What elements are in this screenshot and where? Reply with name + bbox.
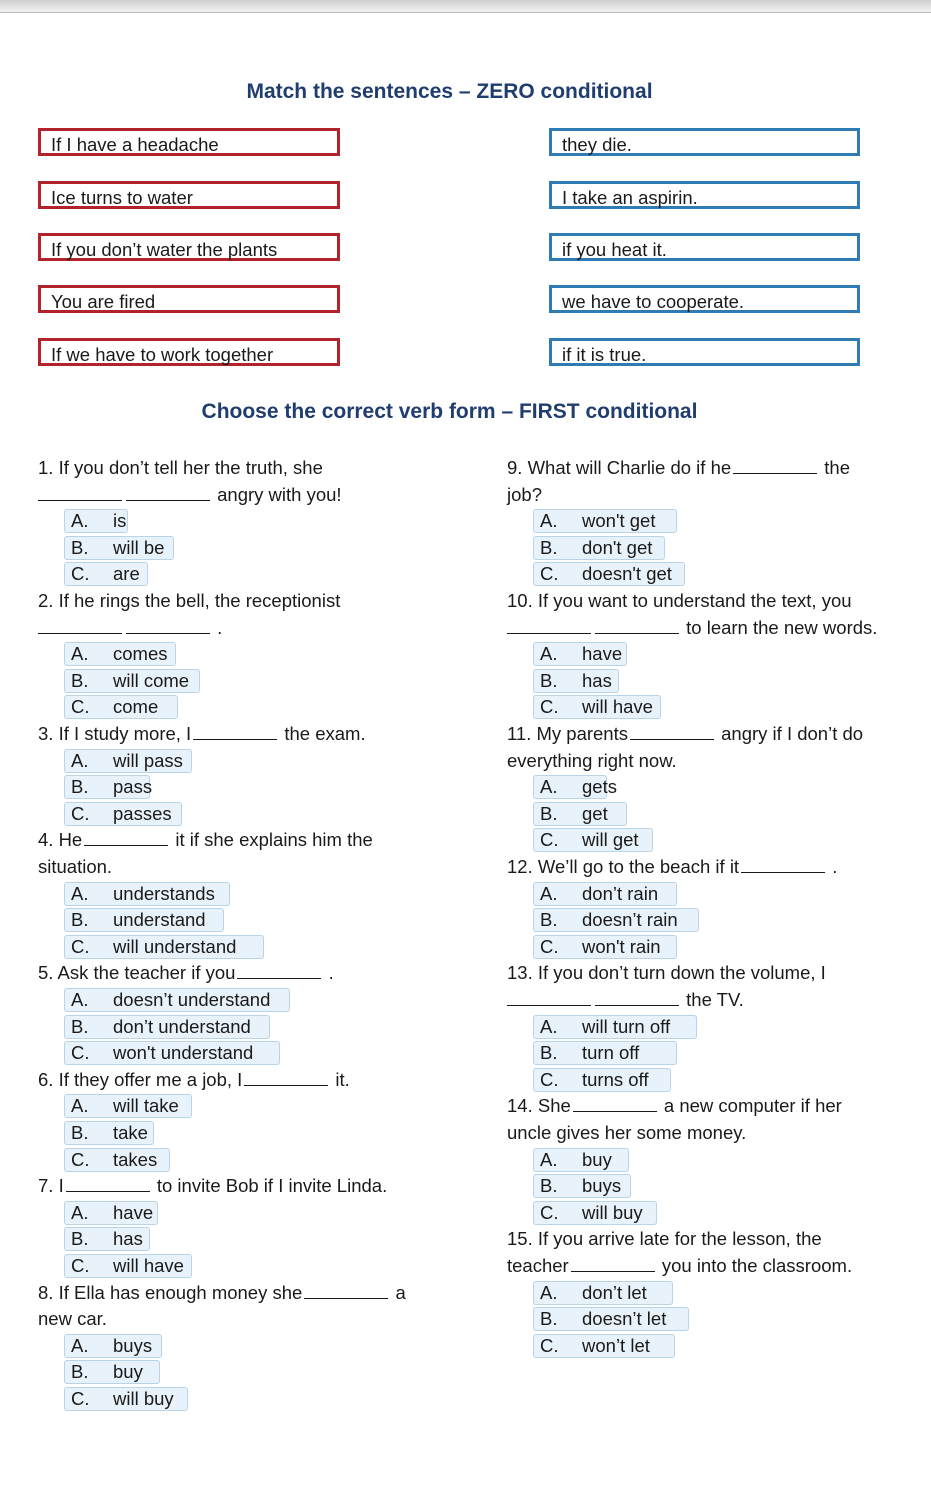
option-letter: C. [71,1042,90,1063]
match-right-item[interactable]: they die. [549,128,860,156]
answer-blank[interactable] [741,855,825,873]
answer-blank[interactable] [507,616,591,634]
question-9-option-c[interactable] [533,562,685,586]
option-text: will have [113,1255,184,1276]
option-text: get [582,803,608,824]
option-letter: C. [71,1255,90,1276]
option-letter: A. [71,750,89,771]
question-12-option-c[interactable] [533,935,677,959]
question-11-text [507,748,677,774]
answer-blank[interactable] [38,616,122,634]
question-text-part: uncle gives her some money. [507,1122,747,1143]
question-13-option-b[interactable] [533,1041,677,1065]
window-top-bar [0,0,931,13]
option-text: will be [113,537,165,558]
question-14-option-b[interactable] [533,1174,631,1198]
question-10-text [507,615,877,641]
question-1-text [38,455,323,481]
question-15-option-c[interactable] [533,1334,675,1358]
option-text: turn off [582,1042,640,1063]
question-12-text [507,854,837,880]
option-letter: A. [71,989,89,1010]
option-letter: A. [540,1149,558,1170]
answer-blank[interactable] [237,961,321,979]
question-text-part: you into the classroom. [656,1255,853,1276]
answer-blank[interactable] [126,483,210,501]
question-9-text [507,482,542,508]
option-letter: C. [71,1388,90,1409]
question-text-part: 8. If Ella has enough money she [38,1282,303,1303]
question-9-option-b[interactable] [533,536,665,560]
question-text-part: 13. If you don’t turn down the volume, I [507,962,826,983]
option-letter: B. [540,1042,558,1063]
option-text: doesn't get [582,563,672,584]
answer-blank[interactable] [66,1174,150,1192]
option-letter: A. [71,510,89,531]
option-text: are [113,563,140,584]
question-15-option-a[interactable] [533,1281,673,1305]
option-text: won't understand [113,1042,254,1063]
question-text-part: 12. We’ll go to the beach if it [507,856,740,877]
question-text-part: teacher [507,1255,569,1276]
question-2-option-a[interactable] [64,642,176,666]
question-text-part: 14. She [507,1095,571,1116]
question-3-option-b[interactable] [64,775,153,799]
question-2-text [38,588,340,614]
option-text: doesn’t understand [113,989,271,1010]
question-1-option-b[interactable] [64,536,174,560]
question-6-option-c[interactable] [64,1148,170,1172]
question-10-option-b[interactable] [533,669,619,693]
match-left-item[interactable]: If I have a headache [38,128,340,156]
option-letter: C. [71,803,90,824]
question-15-option-b[interactable] [533,1307,689,1331]
question-11-option-b[interactable] [533,802,627,826]
question-text-part: 11. My parents [507,723,628,744]
question-3-option-c[interactable] [64,802,182,826]
question-4-option-b[interactable] [64,908,224,932]
question-14-text [507,1120,746,1146]
question-14-text [507,1093,842,1119]
question-3-option-a[interactable] [64,749,192,773]
question-text-part: a new computer if her [658,1095,842,1116]
question-8-option-a[interactable] [64,1334,162,1358]
option-text: take [113,1122,148,1143]
option-text: has [113,1228,143,1249]
first-conditional-title: Choose the correct verb form – FIRST conditional [201,400,698,423]
question-1-option-c[interactable] [64,562,148,586]
option-letter: A. [540,1016,558,1037]
option-letter: B. [71,1361,89,1382]
question-text-part: job? [507,484,542,505]
option-text: will understand [113,936,237,957]
question-11-option-c[interactable] [533,828,653,852]
option-letter: B. [71,1016,89,1037]
answer-blank[interactable] [84,828,168,846]
question-1-text [38,482,342,508]
question-text-part: it. [330,1069,350,1090]
question-text-part: 4. He [38,829,83,850]
option-text: don’t rain [582,883,659,904]
match-left-item[interactable]: If you don’t water the plants [38,233,340,261]
option-letter: A. [71,1095,89,1116]
question-8-text [38,1280,406,1306]
question-6-option-b[interactable] [64,1121,154,1145]
option-text: don't get [582,537,653,558]
match-right-item[interactable]: if you heat it. [549,233,860,261]
match-left-item[interactable]: Ice turns to water [38,181,340,209]
question-text-part: 6. If they offer me a job, I [38,1069,243,1090]
question-text-part: angry with you! [212,484,342,505]
question-text-part: 1. If you don’t tell her the truth, she [38,457,323,478]
option-letter: B. [71,909,89,930]
option-letter: C. [540,936,559,957]
answer-blank[interactable] [733,456,817,474]
question-11-option-a[interactable] [533,775,617,799]
question-15-text [507,1253,852,1279]
question-text-part: angry if I don’t do [716,723,864,744]
question-4-text [38,827,373,853]
question-text-part: . [827,856,838,877]
option-text: understand [113,909,206,930]
option-text: will get [582,829,639,850]
option-letter: A. [71,883,89,904]
question-2-text [38,615,222,641]
question-text-part: situation. [38,856,113,877]
question-12-option-b[interactable] [533,908,699,932]
option-text: don’t let [582,1282,647,1303]
option-text: passes [113,803,172,824]
question-10-option-c[interactable] [533,695,661,719]
option-text: comes [113,643,168,664]
option-letter: B. [71,1122,89,1143]
question-9-option-a[interactable] [533,509,677,533]
option-letter: B. [71,537,89,558]
option-letter: B. [540,537,558,558]
question-1-option-a[interactable] [64,509,128,533]
question-text-part: 3. If I study more, I [38,723,192,744]
option-text: turns off [582,1069,649,1090]
question-15-text [507,1226,822,1252]
question-5-text [38,960,334,986]
option-text: buy [582,1149,612,1170]
answer-blank[interactable] [244,1068,328,1086]
question-text-part: it if she explains him the [170,829,373,850]
option-letter: A. [540,776,558,797]
option-letter: A. [71,1202,89,1223]
option-text: will buy [582,1202,643,1223]
question-text-part: 7. I [38,1175,64,1196]
option-letter: A. [540,643,558,664]
option-text: buys [113,1335,153,1356]
option-letter: C. [71,1149,90,1170]
question-13-option-c[interactable] [533,1068,671,1092]
question-8-option-c[interactable] [64,1387,188,1411]
option-letter: A. [540,1282,558,1303]
option-text: gets [582,776,617,797]
question-5-option-a[interactable] [64,988,290,1012]
question-text-part: to invite Bob if I invite Linda. [151,1175,388,1196]
question-7-text [38,1173,387,1199]
question-13-option-a[interactable] [533,1015,697,1039]
question-5-option-c[interactable] [64,1041,280,1065]
zero-conditional-title: Match the sentences – ZERO conditional [246,80,653,103]
question-4-option-c[interactable] [64,935,264,959]
option-letter: A. [71,643,89,664]
answer-blank[interactable] [193,722,277,740]
option-text: is [113,510,127,531]
question-11-text [507,721,863,747]
option-text: pass [113,776,153,797]
question-3-text [38,721,366,747]
option-letter: B. [540,670,558,691]
option-letter: C. [71,936,90,957]
question-7-option-c[interactable] [64,1254,192,1278]
question-text-part: the TV. [681,989,744,1010]
option-text: buys [582,1175,622,1196]
question-13-text [507,987,744,1013]
answer-blank[interactable] [126,616,210,634]
match-right-item[interactable]: I take an aspirin. [549,181,860,209]
answer-blank[interactable] [507,988,591,1006]
question-7-option-a[interactable] [64,1201,158,1225]
question-12-option-a[interactable] [533,882,677,906]
question-text-part: 10. If you want to understand the text, you [507,590,852,611]
question-text-part: everything right now. [507,750,677,771]
question-6-text [38,1067,350,1093]
option-text: will turn off [582,1016,671,1037]
option-letter: C. [540,696,559,717]
option-text: will have [582,696,653,717]
option-letter: C. [540,1069,559,1090]
question-8-option-b[interactable] [64,1360,160,1384]
option-text: won't rain [582,936,661,957]
option-letter: B. [540,909,558,930]
option-letter: C. [540,1202,559,1223]
question-6-option-a[interactable] [64,1094,192,1118]
question-text-part: to learn the new words. [681,617,878,638]
question-14-option-c[interactable] [533,1201,657,1225]
option-letter: B. [71,670,89,691]
option-text: won't get [582,510,656,531]
question-text-part: . [323,962,334,983]
question-14-option-a[interactable] [533,1148,629,1172]
option-text: takes [113,1149,158,1170]
question-10-option-a[interactable] [533,642,627,666]
option-text: will take [113,1095,179,1116]
question-7-option-b[interactable] [64,1227,150,1251]
question-text-part: 9. What will Charlie do if he [507,457,732,478]
option-letter: C. [71,563,90,584]
option-text: won’t let [582,1335,650,1356]
question-text-part: the exam. [279,723,366,744]
option-text: will buy [113,1388,174,1409]
question-9-text [507,455,850,481]
option-text: will pass [113,750,183,771]
question-5-option-b[interactable] [64,1015,270,1039]
option-text: have [582,643,623,664]
question-4-option-a[interactable] [64,882,230,906]
answer-blank[interactable] [573,1094,657,1112]
question-2-option-c[interactable] [64,695,178,719]
option-text: will come [113,670,190,691]
option-letter: A. [540,510,558,531]
question-13-text [507,960,826,986]
option-letter: B. [71,1228,89,1249]
answer-blank[interactable] [595,616,679,634]
option-letter: B. [71,776,89,797]
option-letter: B. [540,1308,558,1329]
question-10-text [507,588,852,614]
question-text-part: the [819,457,851,478]
option-letter: C. [540,829,559,850]
option-text: doesn’t let [582,1308,667,1329]
answer-blank[interactable] [304,1281,388,1299]
question-text-part: a [390,1282,406,1303]
question-text-part: 2. If he rings the bell, the receptionist [38,590,341,611]
option-text: has [582,670,612,691]
option-letter: C. [71,696,90,717]
answer-blank[interactable] [630,722,714,740]
option-letter: C. [540,563,559,584]
answer-blank[interactable] [38,483,122,501]
option-letter: A. [71,1335,89,1356]
question-text-part: new car. [38,1308,107,1329]
option-letter: B. [540,803,558,824]
option-letter: A. [540,883,558,904]
match-right-item[interactable]: if it is true. [549,338,860,366]
question-text-part: . [212,617,223,638]
question-4-text [38,854,112,880]
option-text: don’t understand [113,1016,251,1037]
match-left-item[interactable]: If we have to work together [38,338,340,366]
option-text: have [113,1202,154,1223]
answer-blank[interactable] [595,988,679,1006]
question-text-part: 15. If you arrive late for the lesson, the [507,1228,822,1249]
option-text: buy [113,1361,143,1382]
question-8-text [38,1306,107,1332]
match-left-item[interactable]: You are fired [38,285,340,313]
match-right-item[interactable]: we have to cooperate. [549,285,860,313]
answer-blank[interactable] [571,1254,655,1272]
option-text: come [113,696,159,717]
question-2-option-b[interactable] [64,669,200,693]
option-text: doesn’t rain [582,909,678,930]
option-letter: C. [540,1335,559,1356]
option-text: understands [113,883,215,904]
question-text-part: 5. Ask the teacher if you [38,962,236,983]
option-letter: B. [540,1175,558,1196]
